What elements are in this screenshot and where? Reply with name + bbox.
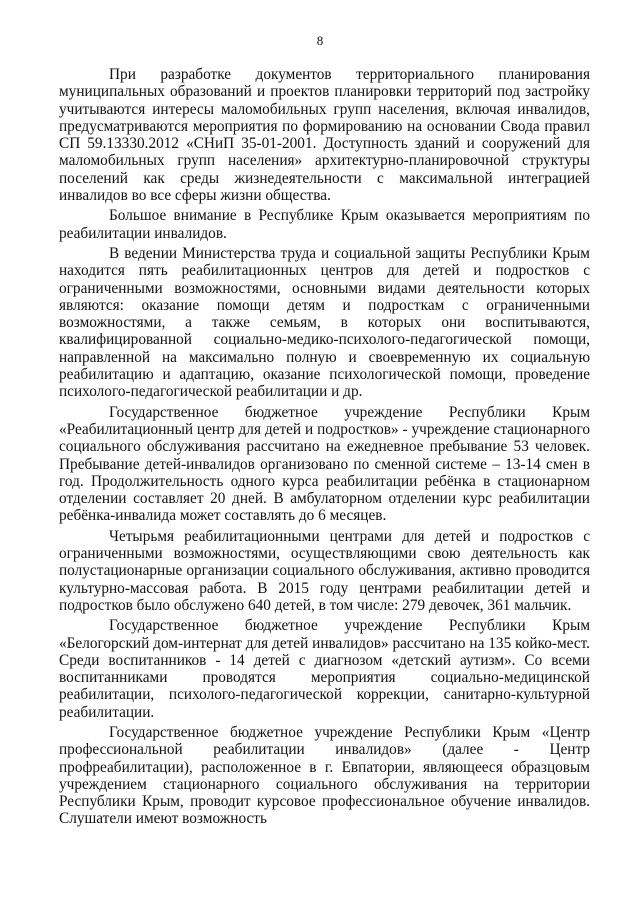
paragraph-four-centers: Четырьмя реабилитационными центрами для детей и подростков с ограниченными возможностями, осуществляющими свою деятельность как полустационарные организации социального обслуживания, активно проводится культурно-массовая работа. В 2015 году центрами реабилитации детей и подростков было обслужено 640 детей, в том числе: 279 девочек, 361 мальчик. bbox=[59, 527, 590, 614]
paragraph-urban-planning: При разработке документов территориального планирования муниципальных образований и проектов планировки территорий под застройку учитываются интересы маломобильных групп населения, включая инвалидов, предусматриваются мероприятия по формированию на основании Свода правил СП 59.13330.2012 «СНиП 35-01-2001. Доступность зданий и сооружений для маломобильных групп населения» архитектурно-планировочной структуры поселений как среды жизнедеятельности с максимальной интеграцией инвалидов во все сферы жизни общества. bbox=[59, 66, 590, 205]
paragraph-vocational-center: Государственное бюджетное учреждение Республики Крым «Центр профессиональной реабилитации инвалидов» (далее - Центр профреабилитации), расположенное в г. Евпатории, являющееся образцовым учреждением стационарного социального обслуживания на территории Республики Крым, проводит курсовое профессиональное обучение инвалидов. Слушатели имеют возможность bbox=[59, 723, 590, 828]
paragraph-rehabilitation-attention: Большое внимание в Республике Крым оказывается мероприятиям по реабилитации инвалидов. bbox=[59, 207, 590, 242]
page-number: 8 bbox=[316, 33, 324, 48]
paragraph-ministry-centers: В ведении Министерства труда и социальной защиты Республики Крым находится пять реабилитационных центров для детей и подростков с ограниченными возможностями, основными видами деятельности которых являются: оказание помощи детям и подросткам с ограниченными возможностями, а также семьям, в которых они воспитываются, квалифицированной социально-медико-психолого-педагогической помощи, направленной на максимально полную и своевременную их социальную реабилитацию и адаптацию, оказание психологической помощи, проведение психолого-педагогической реабилитации и др. bbox=[59, 244, 590, 401]
document-body bbox=[59, 66, 590, 831]
paragraph-rehab-center-children: Государственное бюджетное учреждение Республики Крым «Реабилитационный центр для детей и подростков» - учреждение стационарного социального обслуживания рассчитано на ежедневное пребывание 53 человек. Пребывание детей-инвалидов организовано по сменной системе – 13-14 смен в год. Продолжительность одного курса реабилитации ребёнка в стационарном отделении составляет 20 дней. В амбулаторном отделении курс реабилитации ребёнка-инвалида может составлять до 6 месяцев. bbox=[59, 403, 590, 525]
paragraph-belogorsk-home: Государственное бюджетное учреждение Республики Крым «Белогорский дом-интернат для детей инвалидов» рассчитано на 135 койко-мест. Среди воспитанников - 14 детей с диагнозом «детский аутизм». Со всеми воспитанниками проводятся мероприятия социально-медицинской реабилитации, психолого-педагогической коррекции, санитарно-культурной реабилитации. bbox=[59, 617, 590, 721]
